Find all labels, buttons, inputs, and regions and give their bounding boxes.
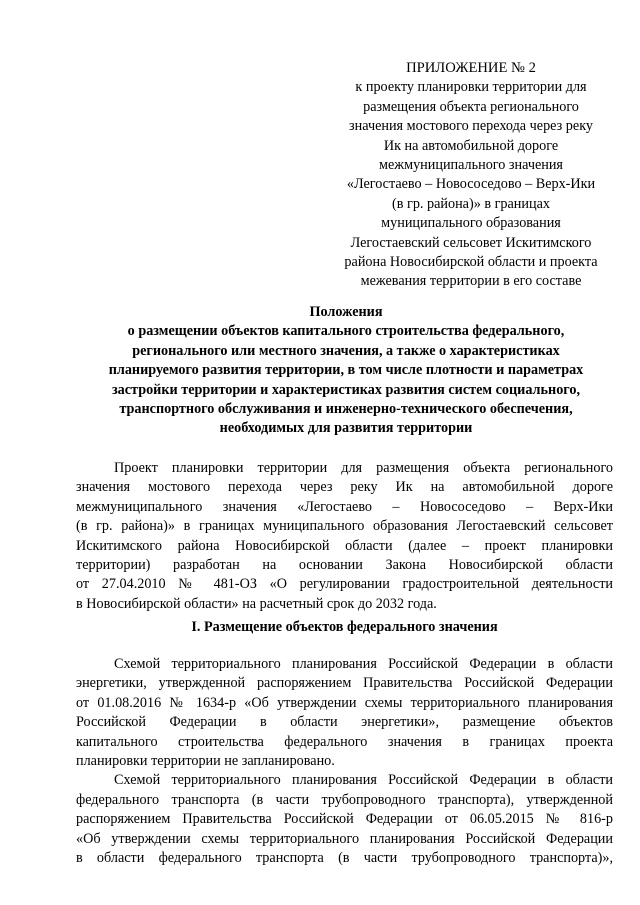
paragraph-line: в области федерального транспорта (в части трубопроводного транспорта)», (76, 849, 613, 866)
paragraph-line: от 01.08.2016 № 1634-р «Об утверждении схемы территориального планирования (76, 694, 613, 711)
appendix-line: района Новосибирской области и проекта (344, 253, 598, 270)
appendix-line: «Легостаево – Новососедово – Верх-Ики (346, 176, 596, 193)
paragraph-line: от 27.04.2010 № 481-ОЗ «О регулировании градостроительной деятельности (76, 576, 613, 593)
heading-line: транспортного обслуживания и инженерно-технического обеспечения, (119, 400, 573, 417)
paragraph-line: энергетики, утвержденной распоряжением Правительства Российской Федерации (76, 675, 613, 692)
paragraph-line: Искитимского района Новосибирской области (далее – проект планировки (76, 537, 613, 554)
heading-line: планируемого развития территории, в том числе плотности и параметрах (108, 362, 584, 379)
paragraph-line: межмуниципального значения «Легостаево – Новососедово – Верх-Ики (76, 498, 613, 515)
paragraph-line: значения мостового перехода через реку Ик на автомобильной дороге (76, 479, 613, 496)
heading-line: о размещении объектов капитального строительства федерального, (127, 323, 565, 340)
paragraph-line: территории) разработан на основании Закона Новосибирской области (76, 556, 613, 573)
heading-line: застройки территории и характеристиках развития систем социального, (111, 381, 581, 398)
intro-paragraph (76, 459, 613, 614)
appendix-line: муниципального образования (381, 215, 561, 232)
paragraph-line: Схемой территориального планирования Российской Федерации в области (114, 656, 613, 672)
paragraph-line: распоряжением Правительства Российской Федерации от 06.05.2015 № 816-р (76, 811, 613, 828)
appendix-line: размещения объекта регионального (363, 98, 579, 115)
appendix-block (330, 59, 612, 292)
paragraph-line: капитального строительства федерального значения в границах проекта (76, 733, 613, 750)
heading-line: Положения (309, 304, 383, 320)
appendix-line: межмуниципального значения (379, 156, 563, 173)
section-body (76, 655, 613, 868)
appendix-line: (в гр. района)» в границах (392, 195, 550, 212)
paragraph-line: Российской Федерации в области энергетики», размещение объектов (76, 714, 613, 731)
paragraph-line: Проект планировки территории для размещения объекта регионального (114, 460, 613, 476)
paragraph-line: Схемой территориального планирования Российской Федерации в области (114, 772, 613, 789)
appendix-line: к проекту планировки территории для (355, 79, 587, 96)
appendix-line: Легостаевский сельсовет Искитимского (350, 234, 592, 251)
heading-line: необходимых для развития территории (219, 420, 473, 437)
heading-line: регионального или местного значения, а также о характеристиках (132, 342, 560, 359)
appendix-line: Ик на автомобильной дороге (383, 137, 559, 154)
document-heading (76, 303, 616, 439)
section-title: I. Размещение объектов федерального значения (191, 619, 498, 635)
paragraph-line: федерального транспорта (в части трубопроводного транспорта), утвержденной (76, 791, 613, 808)
paragraph-line: в Новосибирской области» на расчетный срок до 2032 года. (76, 595, 437, 612)
appendix-title: ПРИЛОЖЕНИЕ № 2 (406, 60, 536, 76)
paragraph-line: (в гр. района)» в границах муниципального образования Легостаевский сельсовет (76, 518, 613, 535)
paragraph-line: планировки территории не запланировано. (76, 752, 335, 769)
paragraph-line: «Об утверждении схемы территориального планирования Российской Федерации (76, 830, 613, 847)
appendix-line: межевания территории в его составе (360, 273, 582, 290)
appendix-line: значения мостового перехода через реку (349, 118, 593, 135)
